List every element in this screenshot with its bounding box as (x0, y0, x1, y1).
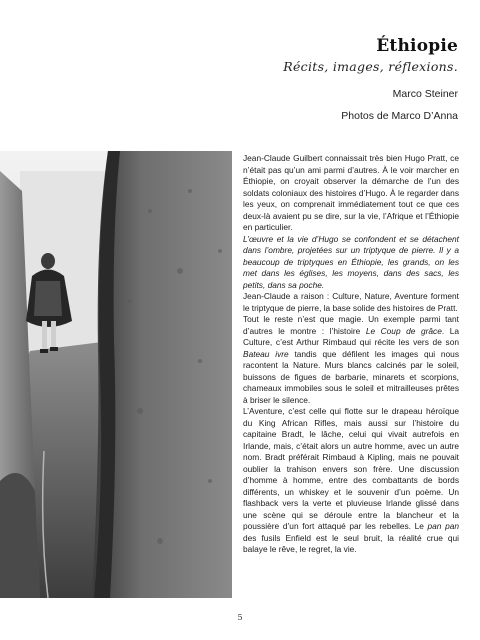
paragraph-4-text-c: . La Culture, c’est Arthur Rimbaud qui récite les vers de son (243, 325, 459, 347)
paragraph-5-text-c: des fusils Enfield est le seul bruit, la réalité crue qui balaye le rêve, le regret, la vie. (243, 532, 459, 554)
paragraph-4-text-a: Tout le reste n’est que magie. Un exemple parmi tant d’autres le montre : l’histoire (243, 314, 459, 336)
title-bateau-ivre: Bateau ivre (243, 348, 289, 359)
photo-credit: Photos de Marco D’Anna (341, 110, 458, 122)
paragraph-5 (243, 406, 459, 556)
author-credit: Marco Steiner (392, 88, 458, 100)
paragraph-2-italic: L’œuvre et la vie d’Hugo se confondent et se détachent dans l’ombre, projetées sur un triptyque de pierre. Il y a beaucoup de triptyques en Éthiopie, les grands, on les met dans les églises, les moyens, dans des sacs, les petits, dans sa poche. (243, 233, 459, 290)
article-title: Éthiopie (376, 36, 458, 56)
paragraph-3: Jean-Claude a raison : Culture, Nature, Aventure forment le triptyque de pierre, la base solide des histoires de Pratt. (243, 291, 459, 313)
title-le-coup-de-grace: Le Coup de grâce (365, 325, 442, 336)
onomatopoeia-pan-pan: pan pan (427, 521, 459, 531)
article-header (158, 36, 458, 122)
paragraph-1: Jean-Claude Guilbert connaissait très bien Hugo Pratt, ce n’était pas qu’un ami parmi d’autres. À le voir marcher en Éthiopie, on croyait observer la démarche de l’un des soldats coloniaux des histoires d’Hugo. À le regarder dans les yeux, on comprenait immédiatement tout ce que ces deux-là avaient pu se dire, sur la vie, l’Afrique et l’Éthiopie en particulier. (243, 153, 459, 232)
photo-illustration (0, 151, 232, 598)
article-subtitle: Récits, images, réflexions. (283, 59, 458, 74)
alley-photograph (0, 151, 232, 598)
article-body (243, 153, 459, 556)
paragraph-5-text-a: L’Aventure, c’est celle qui flotte sur le drapeau héroïque du King African Rifles, mais aussi sur l’histoire du capitaine Bradt, le lâche, celui qui vivait autrefois en Irlande, mais, c’était alors un autre homme, avec un autre nom. Bradt préférait Rimbaud à Kipling, mais ne pouvait oublier la trahison envers son frère. Une discussion d’homme à homme, entre des combattants de bords différents, un whiskey et le souvenir d’un poème. Un flashback vers la verte et pluvieuse Irlande glissé dans une scène qui se déroule entre la blancheur et la poussière d’un fort attaqué par les rebelles. Le (243, 406, 459, 531)
paragraph-4-text-e: tandis que défilent les images qui nous racontent la Nature. Murs blancs calcinés par le soleil, buissons de figues de barbarie, minarets et scorpions, chameaux immobiles sous le soleil et mitrailleuses prêtes à briser le silence. (243, 348, 459, 405)
paragraph-4 (243, 314, 459, 406)
page-number: 5 (237, 613, 243, 622)
